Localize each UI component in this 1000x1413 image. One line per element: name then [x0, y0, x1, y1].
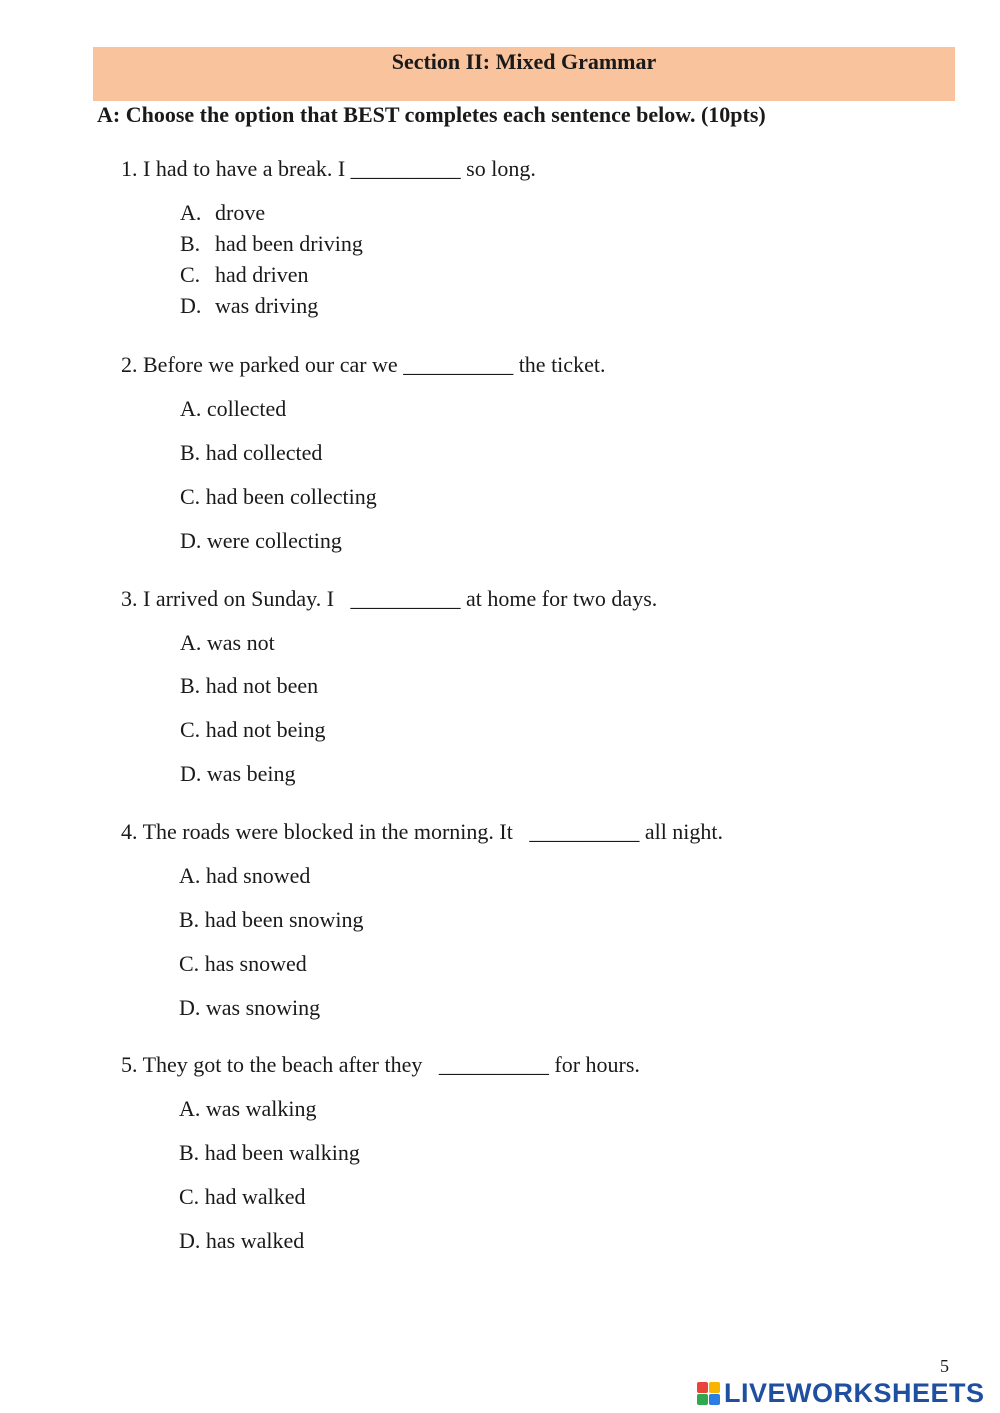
option-text: was snowing	[205, 995, 321, 1020]
option-letter: B.	[179, 1140, 200, 1165]
option-letter: D.	[180, 761, 202, 786]
option-5c[interactable]	[179, 1184, 305, 1210]
option-2c[interactable]	[180, 484, 377, 510]
option-1b[interactable]	[180, 231, 363, 257]
section-title: Section II: Mixed Grammar	[391, 49, 657, 74]
option-4d[interactable]	[179, 995, 320, 1021]
option-letter: D.	[179, 995, 201, 1020]
option-text: had been snowing	[204, 907, 364, 932]
liveworksheets-brand[interactable]	[697, 1378, 985, 1408]
option-letter: A.	[180, 200, 202, 225]
option-text: had collected	[205, 440, 323, 465]
question-2: 2. Before we parked our car we __________ the ticket.	[121, 352, 606, 377]
option-text: drove	[215, 200, 266, 225]
question-4: 4. The roads were blocked in the morning. It __________ all night.	[121, 819, 724, 844]
question-5: 5. They got to the beach after they __________ for hours.	[121, 1052, 640, 1077]
option-text: had snowed	[205, 863, 311, 888]
option-3d[interactable]	[180, 761, 295, 787]
option-text: has snowed	[204, 951, 307, 976]
option-text: had been collecting	[205, 484, 377, 509]
option-letter: C.	[180, 262, 201, 287]
option-letter: B.	[180, 673, 201, 698]
option-text: was walking	[205, 1096, 317, 1121]
option-letter: A.	[180, 396, 202, 421]
option-1d[interactable]	[180, 293, 318, 319]
option-2d[interactable]	[180, 528, 342, 554]
option-1a[interactable]	[180, 200, 265, 226]
option-text: had been driving	[215, 231, 363, 256]
option-letter: B.	[180, 440, 201, 465]
option-text: collected	[206, 396, 287, 421]
option-text: was not	[206, 630, 275, 655]
section-banner	[93, 47, 955, 101]
option-letter: B.	[179, 907, 200, 932]
option-text: has walked	[205, 1228, 305, 1253]
page-number: 5	[940, 1356, 949, 1376]
brand-name: LIVEWORKSHEETS	[724, 1377, 985, 1408]
option-text: were collecting	[206, 528, 342, 553]
option-text: had not been	[205, 673, 319, 698]
option-3a[interactable]	[180, 630, 275, 656]
option-1c[interactable]	[180, 262, 308, 288]
option-4c[interactable]	[179, 951, 307, 977]
option-4b[interactable]	[179, 907, 364, 933]
option-letter: C.	[180, 717, 201, 742]
option-5d[interactable]	[179, 1228, 304, 1254]
option-5a[interactable]	[179, 1096, 316, 1122]
option-letter: C.	[179, 1184, 200, 1209]
option-text: was being	[206, 761, 296, 786]
question-3: 3. I arrived on Sunday. I __________ at home for two days.	[121, 586, 658, 611]
option-3b[interactable]	[180, 673, 318, 699]
option-letter: C.	[180, 484, 201, 509]
liveworksheets-logo-icon	[697, 1382, 720, 1405]
option-4a[interactable]	[179, 863, 310, 889]
option-3c[interactable]	[180, 717, 325, 743]
instruction-heading: A: Choose the option that BEST completes each sentence below. (10pts)	[97, 102, 766, 127]
option-text: had driven	[215, 262, 309, 287]
option-text: was driving	[215, 293, 319, 318]
option-letter: A.	[179, 863, 201, 888]
option-5b[interactable]	[179, 1140, 360, 1166]
option-letter: C.	[179, 951, 200, 976]
question-1: 1. I had to have a break. I __________ so long.	[121, 156, 536, 181]
option-text: had walked	[204, 1184, 306, 1209]
option-letter: B.	[180, 231, 201, 256]
option-letter: A.	[180, 630, 202, 655]
option-2b[interactable]	[180, 440, 322, 466]
option-letter: D.	[179, 1228, 201, 1253]
option-letter: D.	[180, 293, 202, 318]
option-text: had been walking	[204, 1140, 360, 1165]
option-letter: D.	[180, 528, 202, 553]
option-2a[interactable]	[180, 396, 286, 422]
option-letter: A.	[179, 1096, 201, 1121]
option-text: had not being	[205, 717, 326, 742]
